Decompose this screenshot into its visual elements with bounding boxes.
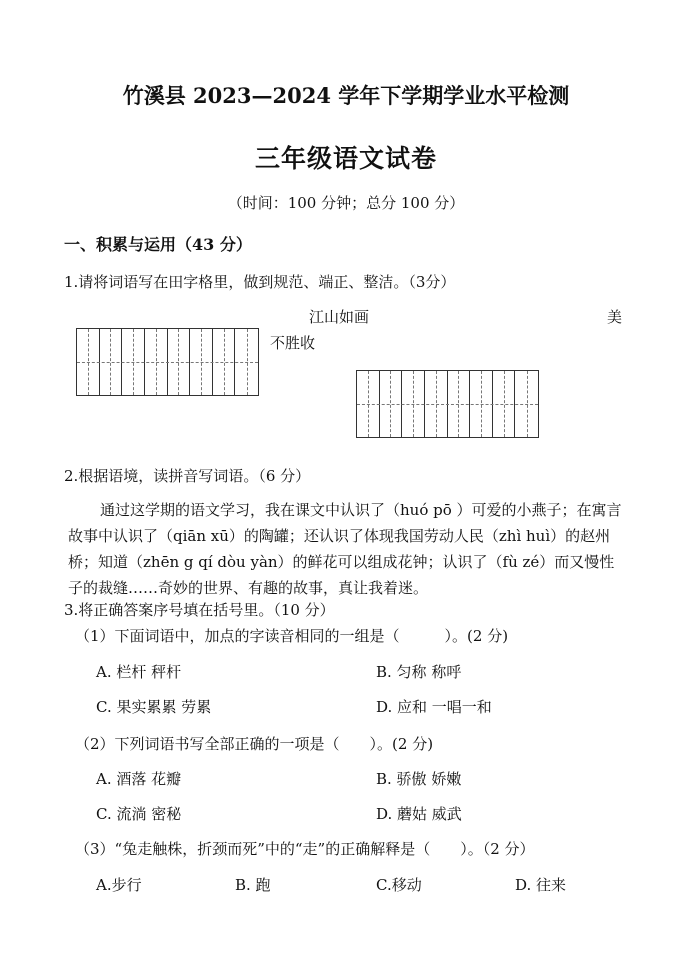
question-3-prompt: 3.将正确答案序号填在括号里。（10 分） [64,601,335,619]
question-1-word-c: 不胜收 [270,334,316,352]
question-1-word-b: 美 [607,308,623,326]
question-3-3-option-d[interactable]: D. 往来 [515,876,567,894]
question-3-2-option-b[interactable]: B. 骄傲 娇嫩 [376,770,462,788]
exam-subtitle: 三年级语文试卷 [254,144,437,173]
question-3-2-option-a[interactable]: A. 酒落 花瓣 [96,770,182,788]
question-3-2-option-c[interactable]: C. 流淌 密秘 [96,805,182,823]
question-2-passage: 通过这学期的语文学习，我在课文中认识了（huó pō ）可爱的小燕子；在寓言故事中认识了（qiān xū）的陶罐；还认识了体现我国劳动人民（zhì huì）的赵州桥；知道（zhēn g qí dòu yàn）的鲜花可以组成花钟；认识了（fù zé）而又慢性子的裁缝……奇妙的世界、有趣的故事，真让我着迷。 [68,501,622,597]
question-1-prompt: 1.请将词语写在田字格里，做到规范、端正、整洁。（3分） [64,273,456,291]
question-1-word-a: 江山如画 [309,308,370,326]
question-2-prompt: 2.根据语境，读拼音写词语。（6 分） [64,467,311,485]
question-3-3-option-a[interactable]: A.步行 [96,876,142,894]
question-3-3-prompt: （3）“兔走触株，折颈而死”中的“走”的正确解释是（ ）。（2 分） [75,840,535,858]
writing-grid-2[interactable] [356,370,539,438]
question-3-2-option-d[interactable]: D. 蘑姑 威武 [376,805,462,823]
question-3-2-prompt: （2）下列词语书写全部正确的一项是（ ）。(2 分) [75,735,434,753]
question-3-1-option-d[interactable]: D. 应和 一唱一和 [376,698,492,716]
question-3-1-option-c[interactable]: C. 果实累累 劳累 [96,698,212,716]
writing-grid-1[interactable] [76,328,259,396]
question-3-1-option-a[interactable]: A. 栏杆 秤杆 [96,663,182,681]
question-3-1-option-b[interactable]: B. 匀称 称呼 [376,663,462,681]
question-3-3-option-b[interactable]: B. 跑 [235,876,271,894]
question-3-3-option-c[interactable]: C.移动 [376,876,422,894]
question-3-1-prompt: （1）下面词语中，加点的字读音相同的一组是（ ）。(2 分) [75,627,509,645]
section-heading: 一、积累与运用（43 分） [64,235,252,254]
exam-title: 竹溪县 2023—2024 学年下学期学业水平检测 [122,83,570,108]
time-note: （时间：100 分钟；总分 100 分） [227,194,465,212]
